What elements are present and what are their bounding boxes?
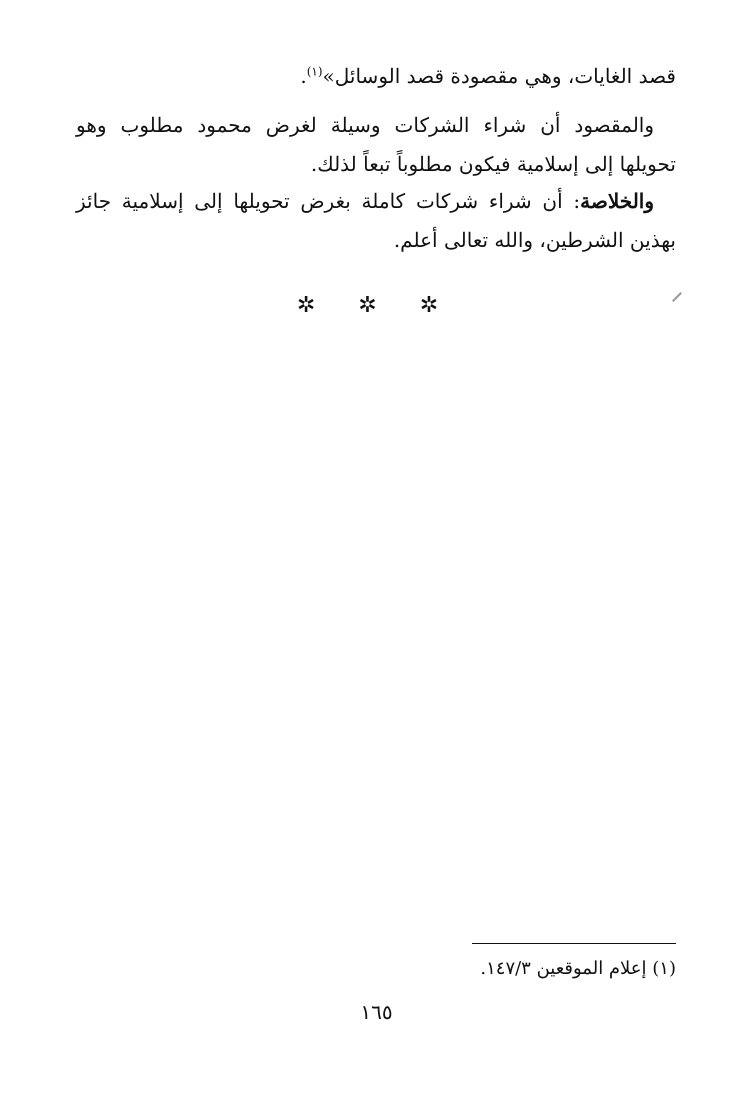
paragraph-1-end: . bbox=[300, 64, 307, 88]
paragraph-3 bbox=[76, 182, 676, 260]
paragraph-2-text: والمقصود أن شراء الشركات وسيلة لغرض محمود مطلوب وهو تحويلها إلى إسلامية فيكون مطلوباً تبعاً لذلك. bbox=[76, 113, 676, 176]
footnote: (١) إعلام الموقعين ١٤٧/٣. bbox=[480, 958, 676, 979]
conclusion-label: والخلاصة bbox=[580, 189, 654, 213]
footnote-reference: (١) bbox=[306, 64, 323, 79]
paragraph-3-text: : أن شراء شركات كاملة بغرض تحويلها إلى إسلامية جائز بهذين الشرطين، والله تعالى أعلم. bbox=[76, 189, 676, 252]
paragraph-2 bbox=[76, 106, 676, 184]
paragraph-1 bbox=[76, 57, 676, 96]
paragraph-1-text: قصد الغايات، وهي مقصودة قصد الوسائل» bbox=[322, 64, 676, 88]
page-number: ١٦٥ bbox=[360, 1000, 393, 1024]
footnote-divider bbox=[472, 943, 676, 944]
section-separator: ✲ ✲ ✲ bbox=[296, 293, 457, 318]
